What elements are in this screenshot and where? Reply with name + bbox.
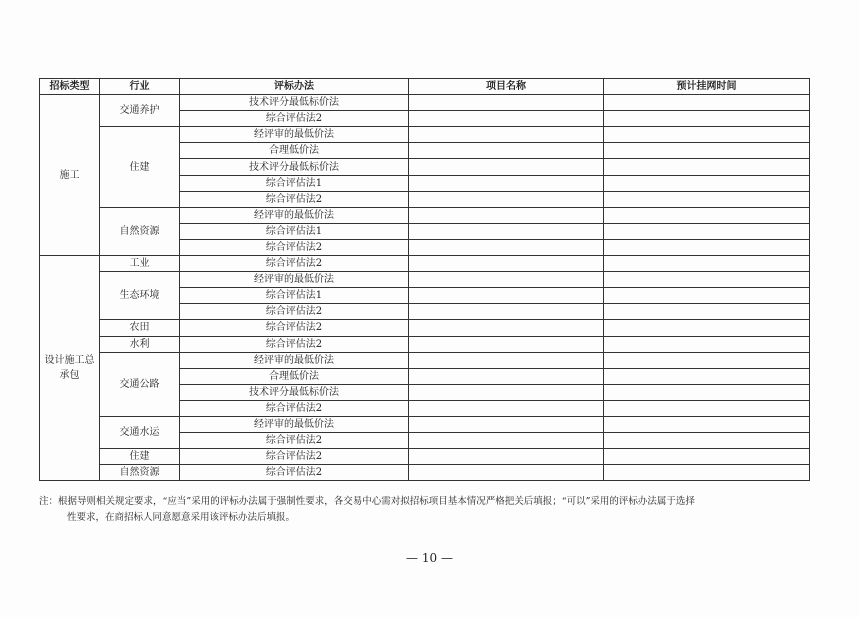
project-name-cell[interactable] — [409, 400, 604, 416]
evaluation-method-cell: 合理低价法 — [180, 368, 409, 384]
evaluation-method-cell: 技术评分最低标价法 — [180, 95, 409, 111]
project-name-cell[interactable] — [409, 127, 604, 143]
header-project-name: 项目名称 — [409, 79, 604, 95]
expected-listing-time-cell[interactable] — [604, 449, 810, 465]
evaluation-method-cell: 综合评估法2 — [180, 256, 409, 272]
expected-listing-time-cell[interactable] — [604, 272, 810, 288]
evaluation-method-cell: 综合评估法2 — [180, 465, 409, 481]
evaluation-method-cell: 综合评估法2 — [180, 239, 409, 255]
evaluation-method-cell: 综合评估法1 — [180, 175, 409, 191]
project-name-cell[interactable] — [409, 433, 604, 449]
industry-cell: 自然资源 — [100, 207, 180, 255]
project-name-cell[interactable] — [409, 352, 604, 368]
evaluation-method-cell: 经评审的最低价法 — [180, 416, 409, 432]
bidding-methods-table — [39, 78, 810, 481]
table-row — [40, 352, 810, 368]
project-name-cell[interactable] — [409, 223, 604, 239]
table-row — [40, 272, 810, 288]
expected-listing-time-cell[interactable] — [604, 352, 810, 368]
evaluation-method-cell: 技术评分最低标价法 — [180, 384, 409, 400]
expected-listing-time-cell[interactable] — [604, 191, 810, 207]
expected-listing-time-cell[interactable] — [604, 143, 810, 159]
expected-listing-time-cell[interactable] — [604, 433, 810, 449]
evaluation-method-cell: 经评审的最低价法 — [180, 207, 409, 223]
table-row — [40, 256, 810, 272]
project-name-cell[interactable] — [409, 304, 604, 320]
evaluation-method-cell: 综合评估法2 — [180, 433, 409, 449]
evaluation-method-cell: 综合评估法1 — [180, 223, 409, 239]
project-name-cell[interactable] — [409, 320, 604, 336]
project-name-cell[interactable] — [409, 336, 604, 352]
table-row — [40, 416, 810, 432]
footnote-line-2: 性要求，在商招标人同意愿意采用该评标办法后填报。 — [67, 512, 296, 523]
expected-listing-time-cell[interactable] — [604, 400, 810, 416]
expected-listing-time-cell[interactable] — [604, 239, 810, 255]
expected-listing-time-cell[interactable] — [604, 111, 810, 127]
evaluation-method-cell: 合理低价法 — [180, 143, 409, 159]
expected-listing-time-cell[interactable] — [604, 95, 810, 111]
table-row — [40, 207, 810, 223]
evaluation-method-cell: 综合评估法2 — [180, 111, 409, 127]
industry-cell: 住建 — [100, 127, 180, 207]
project-name-cell[interactable] — [409, 465, 604, 481]
evaluation-method-cell: 综合评估法2 — [180, 320, 409, 336]
project-name-cell[interactable] — [409, 256, 604, 272]
page-number: — 10 — — [406, 551, 453, 565]
evaluation-method-cell: 综合评估法2 — [180, 336, 409, 352]
expected-listing-time-cell[interactable] — [604, 304, 810, 320]
evaluation-method-cell: 综合评估法2 — [180, 304, 409, 320]
evaluation-method-cell: 技术评分最低标价法 — [180, 159, 409, 175]
header-bid-type: 招标类型 — [40, 79, 100, 95]
expected-listing-time-cell[interactable] — [604, 320, 810, 336]
project-name-cell[interactable] — [409, 207, 604, 223]
evaluation-method-cell: 综合评估法2 — [180, 449, 409, 465]
industry-cell: 生态环境 — [100, 272, 180, 320]
project-name-cell[interactable] — [409, 272, 604, 288]
project-name-cell[interactable] — [409, 384, 604, 400]
industry-cell: 交通公路 — [100, 352, 180, 416]
table-row — [40, 465, 810, 481]
evaluation-method-cell: 综合评估法2 — [180, 400, 409, 416]
header-expected-listing-time: 预计挂网时间 — [604, 79, 810, 95]
expected-listing-time-cell[interactable] — [604, 159, 810, 175]
expected-listing-time-cell[interactable] — [604, 223, 810, 239]
project-name-cell[interactable] — [409, 159, 604, 175]
table-body — [40, 95, 810, 481]
expected-listing-time-cell[interactable] — [604, 336, 810, 352]
industry-cell: 水利 — [100, 336, 180, 352]
evaluation-method-cell: 经评审的最低价法 — [180, 352, 409, 368]
project-name-cell[interactable] — [409, 191, 604, 207]
project-name-cell[interactable] — [409, 368, 604, 384]
evaluation-method-cell: 经评审的最低价法 — [180, 272, 409, 288]
table-header-row — [40, 79, 810, 95]
project-name-cell[interactable] — [409, 416, 604, 432]
bid-type-cell: 设计施工总承包 — [40, 256, 100, 481]
project-name-cell[interactable] — [409, 95, 604, 111]
table-row — [40, 127, 810, 143]
table-row — [40, 320, 810, 336]
footnote-line-1: 注：根据导则相关规定要求，“应当”采用的评标办法属于强制性要求，各交易中心需对拟招标项目基本情况严格把关后填报；“可以”采用的评标办法属于选择 — [39, 496, 695, 507]
evaluation-method-cell: 综合评估法1 — [180, 288, 409, 304]
project-name-cell[interactable] — [409, 175, 604, 191]
expected-listing-time-cell[interactable] — [604, 465, 810, 481]
industry-cell: 农田 — [100, 320, 180, 336]
expected-listing-time-cell[interactable] — [604, 416, 810, 432]
header-evaluation-method: 评标办法 — [180, 79, 409, 95]
industry-cell: 交通养护 — [100, 95, 180, 127]
bid-type-cell: 施工 — [40, 95, 100, 256]
expected-listing-time-cell[interactable] — [604, 207, 810, 223]
project-name-cell[interactable] — [409, 239, 604, 255]
header-industry: 行业 — [100, 79, 180, 95]
expected-listing-time-cell[interactable] — [604, 175, 810, 191]
evaluation-method-cell: 经评审的最低价法 — [180, 127, 409, 143]
project-name-cell[interactable] — [409, 288, 604, 304]
expected-listing-time-cell[interactable] — [604, 288, 810, 304]
expected-listing-time-cell[interactable] — [604, 368, 810, 384]
industry-cell: 交通水运 — [100, 416, 180, 448]
expected-listing-time-cell[interactable] — [604, 256, 810, 272]
table-row — [40, 336, 810, 352]
footnote — [39, 494, 809, 526]
industry-cell: 住建 — [100, 449, 180, 465]
project-name-cell[interactable] — [409, 449, 604, 465]
expected-listing-time-cell[interactable] — [604, 384, 810, 400]
industry-cell: 自然资源 — [100, 465, 180, 481]
project-name-cell[interactable] — [409, 111, 604, 127]
project-name-cell[interactable] — [409, 143, 604, 159]
table-row — [40, 449, 810, 465]
industry-cell: 工业 — [100, 256, 180, 272]
evaluation-method-cell: 综合评估法2 — [180, 191, 409, 207]
expected-listing-time-cell[interactable] — [604, 127, 810, 143]
table-row — [40, 95, 810, 111]
